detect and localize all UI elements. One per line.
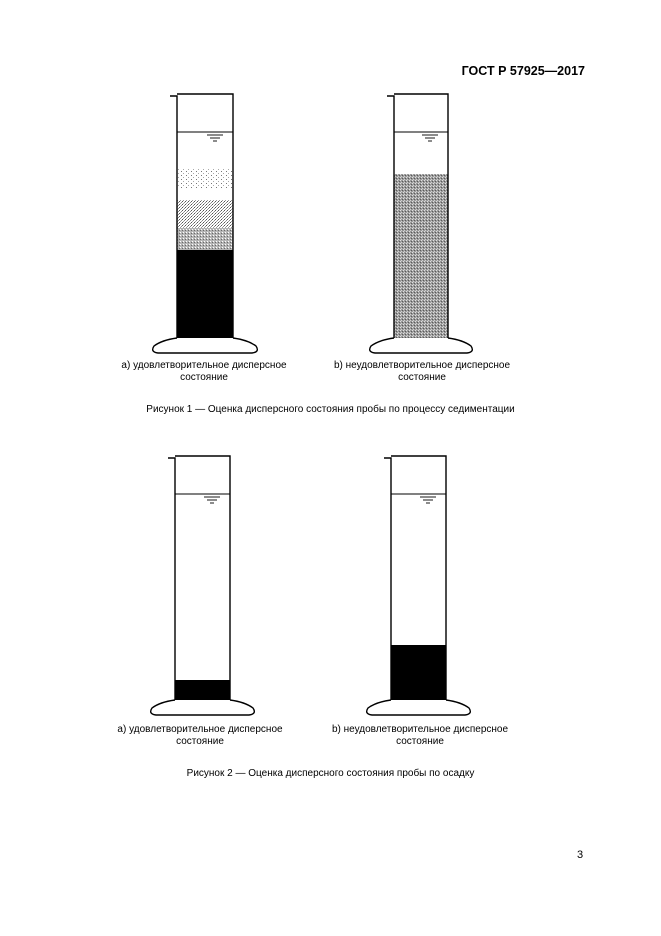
suspension-zone-light [177, 168, 233, 188]
page-number: 3 [577, 849, 584, 861]
figure-1-title: Рисунок 1 — Оценка дисперсного состояния пробы по процессу седиментации [146, 404, 515, 415]
cylinder-precipitate-unsatisfactory [353, 452, 483, 722]
precipitate-layer [175, 680, 230, 700]
document-standard-number: ГОСТ Р 57925—2017 [461, 64, 585, 78]
precipitate-layer [391, 645, 446, 700]
figure-2-title: Рисунок 2 — Оценка дисперсного состояния пробы по осадку [186, 768, 475, 779]
sediment-layer [177, 250, 233, 338]
suspension-zone-mid [177, 200, 233, 230]
figure-2-caption-b: b) неудовлетворительное дисперсное состояние [331, 724, 509, 747]
cylinder-precipitate-satisfactory [137, 452, 267, 722]
figure-1-caption-a: а) удовлетворительное дисперсное состояние [121, 360, 287, 383]
cylinder-sedimentation-unsatisfactory [355, 90, 485, 360]
suspension-zone-uniform [394, 174, 448, 338]
cylinder-sedimentation-satisfactory [140, 90, 270, 360]
figure-1-caption-b: b) неудовлетворительное дисперсное состояние [333, 360, 511, 383]
suspension-zone-dense [177, 228, 233, 250]
figure-2-caption-a: а) удовлетворительное дисперсное состояние [117, 724, 283, 747]
